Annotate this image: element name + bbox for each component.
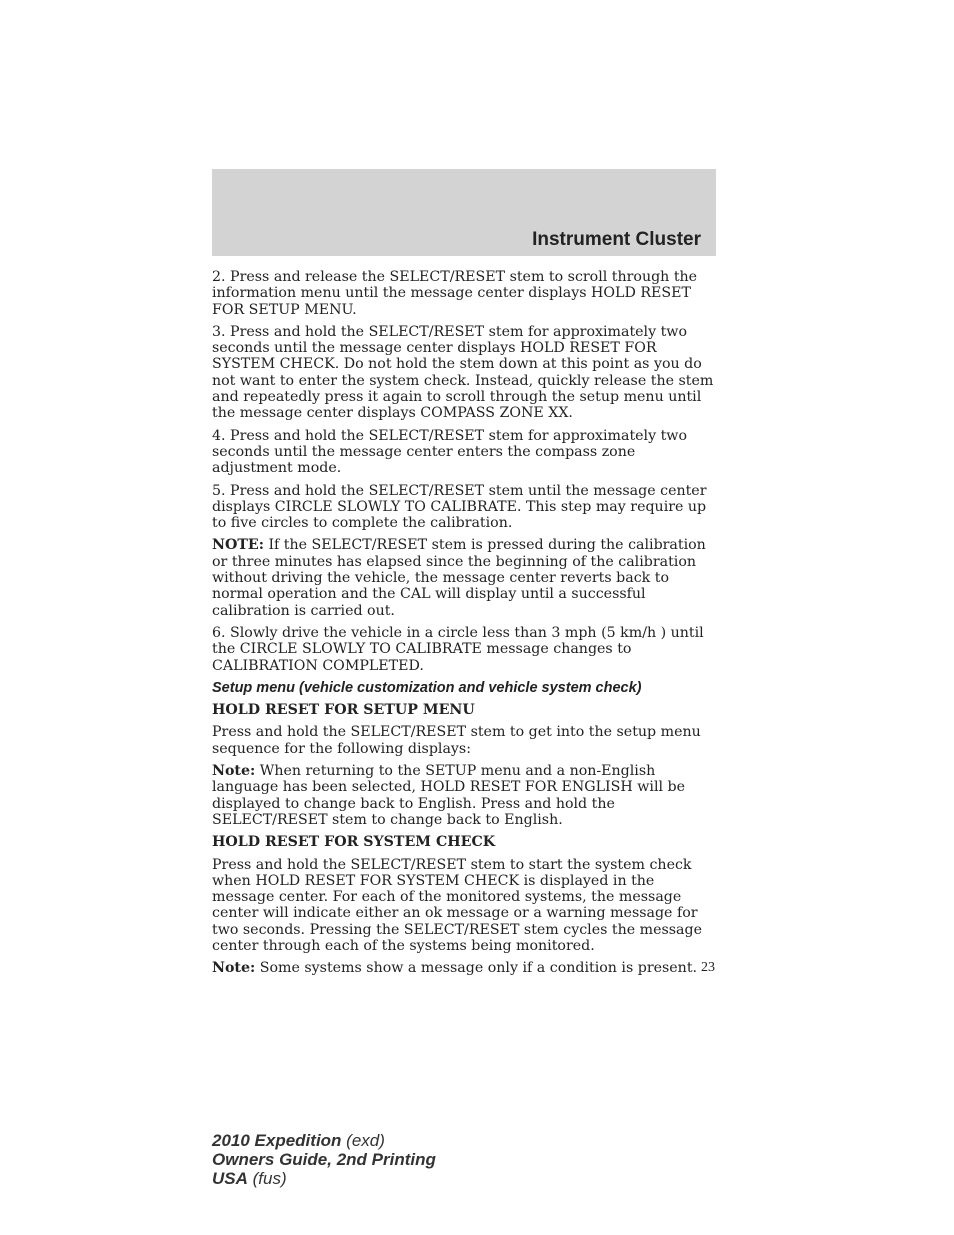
note-label: NOTE:: [212, 537, 264, 554]
setup-menu-subheading: Setup menu (vehicle customization and vehicle system check): [212, 679, 642, 696]
footer-printing-line: Owners Guide, 2nd Printing: [212, 1150, 436, 1169]
note-label: Note:: [212, 960, 256, 977]
page-number: 23: [701, 960, 715, 975]
document-footer: [212, 1131, 436, 1188]
note-text: When returning to the SETUP menu and a non-English language has been selected, HOLD RESET FOR ENGLISH will be displayed to change back to English. Press and hold the SELECT/RESET stem to change back to English.: [212, 763, 686, 828]
section-header-band: [212, 169, 716, 256]
calibration-note: [212, 537, 717, 618]
page-content: [212, 269, 717, 983]
note-text: If the SELECT/RESET stem is pressed during the calibration or three minutes has elapsed since the beginning of the calibration without driving the vehicle, the message center reverts back to normal operation and the CAL will display until a successful calibration is carried out.: [212, 537, 706, 619]
step-2-paragraph: 2. Press and release the SELECT/RESET stem to scroll through the information menu until the message center displays HOLD RESET FOR SETUP MENU.: [212, 269, 698, 318]
step-6-paragraph: 6. Slowly drive the vehicle in a circle less than 3 mph (5 km/h ) until the CIRCLE SLOWLY TO CALIBRATE message changes to CALIBRATION COMPLETED.: [212, 624, 704, 674]
footer-region-line: USA (fus): [212, 1169, 287, 1188]
language-note: [212, 763, 717, 828]
step-5-paragraph: 5. Press and hold the SELECT/RESET stem until the message center displays CIRCLE SLOWLY TO CALIBRATE. This step may require up to five circles to complete the calibration.: [212, 482, 707, 532]
note-label: Note:: [212, 763, 256, 780]
setup-menu-paragraph: Press and hold the SELECT/RESET stem to get into the setup menu sequence for the following displays:: [212, 724, 701, 757]
condition-note: [212, 960, 717, 976]
note-text: Some systems show a message only if a condition is present.: [255, 960, 698, 977]
system-check-heading: HOLD RESET FOR SYSTEM CHECK: [212, 834, 496, 851]
step-3-paragraph: 3. Press and hold the SELECT/RESET stem for approximately two seconds until the message center displays HOLD RESET FOR SYSTEM CHECK. Do not hold the stem down at this point as you do not want to enter the system check. Instead, quickly release the stem and repeatedly press it again to scroll through the setup menu until the message center displays COMPASS ZONE XX.: [212, 323, 714, 422]
setup-menu-heading: HOLD RESET FOR SETUP MENU: [212, 702, 475, 719]
section-title: Instrument Cluster: [532, 229, 701, 250]
system-check-paragraph: Press and hold the SELECT/RESET stem to start the system check when HOLD RESET FOR SYSTEM CHECK is displayed in the message center. For each of the monitored systems, the message center will indicate either an ok message or a warning message for two seconds. Pressing the SELECT/RESET stem cycles the message center through each of the systems being monitored.: [212, 856, 702, 954]
step-4-paragraph: 4. Press and hold the SELECT/RESET stem for approximately two seconds until the message center enters the compass zone adjustment mode.: [212, 427, 687, 477]
footer-model-line: 2010 Expedition (exd): [212, 1131, 385, 1150]
